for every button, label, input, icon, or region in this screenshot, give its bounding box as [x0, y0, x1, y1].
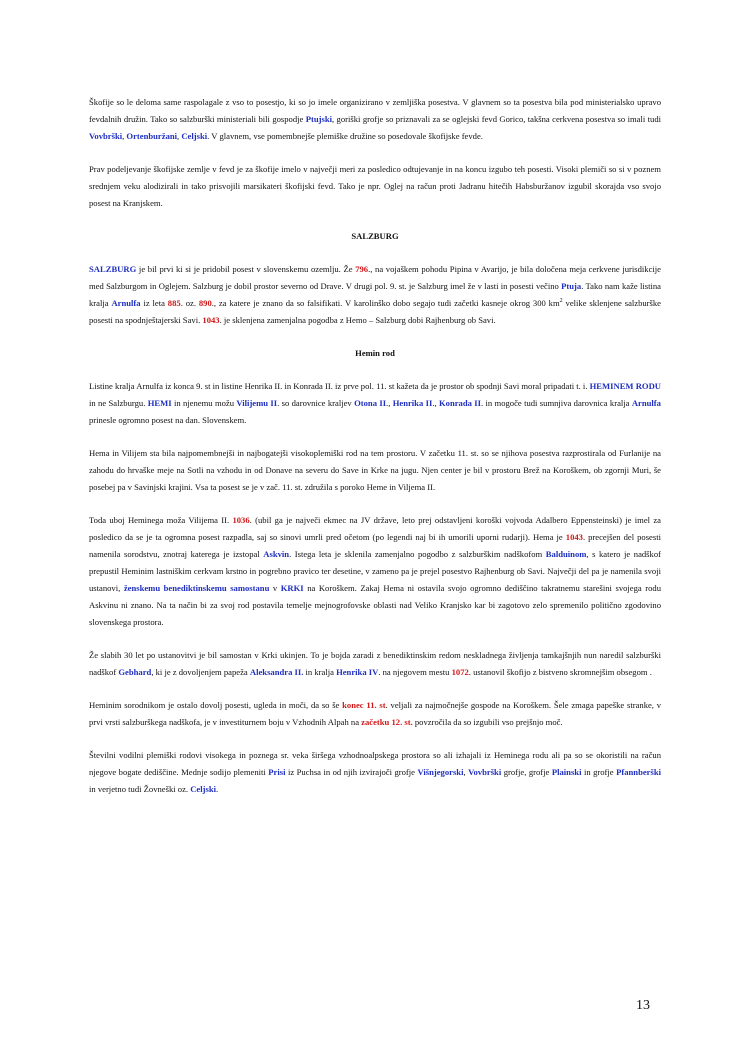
highlighted-term: 1036: [232, 515, 250, 525]
paragraph: [89, 747, 661, 798]
text-run: . (ubil ga je največi ekmec na JV države, leto prej odstavljeni koroški vojvoda Adalbero Eppensteinski) je imel za posledico da se je ta ogromna posest razpadla, saj so sinovi umrli pred očetom (po legendi naj bi ih umorili uporni rudarji). Hema je: [89, 515, 661, 542]
highlighted-term: Vovbrški: [468, 767, 502, 777]
highlighted-term: Otona II: [354, 398, 387, 408]
highlighted-term: Celjski: [181, 131, 208, 141]
text-run: Številni vodilni plemiški rodovi visokega in poznega sr. veka širšega vzhodnoalpskega prostora so ali izhajali iz Heminega rodu ali pa so se okoristili na račun njegove bogate dediščine. Mednje sodijo plemeniti: [89, 750, 661, 777]
text-run: . veljali za najmočnejše gospode na Koroškem. Šele zmaga papeške stranke, v prvi vrsti salzburškega nadškofa, je v investiturnem boju v Vzhodnih Alpah na: [89, 700, 662, 727]
paragraph: [89, 261, 661, 329]
highlighted-term: konec 11. st: [342, 700, 386, 710]
text-run: in kralja: [303, 667, 337, 677]
highlighted-term: 890: [198, 298, 212, 308]
highlighted-term: 1072: [451, 667, 469, 677]
highlighted-term: Ptujski: [305, 114, 333, 124]
text-run: ,: [177, 131, 182, 141]
text-run: v: [269, 583, 281, 593]
highlighted-term: Balduinom: [545, 549, 587, 559]
highlighted-term: Henrika II: [392, 398, 433, 408]
text-run: iz Puchsa in od njih izvirajoči grofje: [285, 767, 418, 777]
highlighted-term: 885: [167, 298, 181, 308]
paragraph: [89, 512, 661, 631]
paragraph: [89, 378, 661, 429]
paragraph: [89, 647, 661, 681]
text-run: , goriški grofje so priznavali za se oglejski fevd Gorico, takšna cerkvena posestva so imali tudi: [332, 114, 662, 124]
paragraph: [89, 161, 661, 212]
text-run: .: [215, 784, 219, 794]
text-run: Škofije so le deloma same raspolagale z vso to posestjo, ki so jo imele organizirano v zemljiška posestva. V glavnem so ta posestva bila pod ministerialsko upravo fevdalnih družin. Tako so salzburški ministeriali bili gospodje: [89, 97, 661, 124]
highlighted-term: Konrada II: [438, 398, 481, 408]
document-body: [89, 94, 661, 814]
highlighted-term: Vovbrški: [89, 131, 123, 141]
text-run: prinesle ogromno posest na dan. Slovenskem.: [89, 415, 247, 425]
text-run: . oz.: [180, 298, 199, 308]
paragraph: [89, 697, 661, 731]
highlighted-term: ženskemu benediktinskemu samostanu: [123, 583, 270, 593]
text-run: . V glavnem, vse pomembnejše plemiške družine so posedovale škofijske fevde.: [207, 131, 483, 141]
text-run: velike sklenjene salzburške posesti na spodnještajerski Savi.: [89, 298, 661, 325]
text-run: Prav podeljevanje škofijske zemlje v fevd je za škofije imelo v največji meri za posledico odtujevanje in na koncu izgubo teh posesti. Visoki plemiči so si v poznem srednjem veku alodizirali in tako prisvojili marsikateri škofijski fevd. Tako je npr. Oglej na račun proti Jadranu hitečih Habsburžanov izgubil skorajda vso svojo posest na Kranjskem.: [89, 164, 661, 208]
text-run: . je sklenjena zamenjalna pogodba z Hemo – Salzburg dobi Rajhenburg ob Savi.: [219, 315, 496, 325]
section-heading: [89, 345, 661, 362]
text-run: . ustanovil škofijo z bistveno skromnejšim obsegom .: [468, 667, 652, 677]
highlighted-term: Prisi: [268, 767, 286, 777]
text-run: Hemin rod: [355, 348, 395, 358]
text-run: SALZBURG: [351, 231, 399, 241]
section-heading: [89, 228, 661, 245]
highlighted-term: Ortenburžani: [126, 131, 178, 141]
text-run: 2: [559, 298, 563, 305]
highlighted-term: Henrika IV: [336, 667, 379, 677]
paragraph: [89, 94, 661, 145]
highlighted-term: Celjski: [190, 784, 216, 794]
text-run: grofje, grofje: [501, 767, 552, 777]
highlighted-term: KRKI: [280, 583, 304, 593]
highlighted-term: Arnulfa: [111, 298, 141, 308]
text-run: . Tako nam kaže listina kralja: [89, 281, 661, 308]
highlighted-term: SALZBURG: [89, 264, 137, 274]
text-run: na Koroškem. Zakaj Hema ni ostavila svojo ogromno dediščino takratnemu starešini svojega rodu Askvinu ni znano. Na ta način bi za svoj rod postavila temelje mejnogrofovske oblasti nad Veliko Kranjsko kar bi zagotovo zelo spremenilo politično zgodovino slovenskega prostora.: [89, 583, 662, 627]
text-run: ., za katere je znano da so falsifikati. V karolinško dobo segajo tudi začetki kasneje okrog 300 km: [211, 298, 560, 308]
highlighted-term: Askvin: [263, 549, 290, 559]
text-run: , s katero je nadškof prepustil Heminim lastniškim cerkvam krstno in pogrebno pravico ter desetine, v zameno pa je prejel posestvo Rajhenburg ob Savi. Največji del pa je namenila svoji ustanovi,: [89, 549, 661, 593]
text-run: . so darovnice kraljev: [277, 398, 355, 408]
text-run: Toda uboj Heminega moža Vilijema II.: [89, 515, 233, 525]
highlighted-term: 1043: [565, 532, 583, 542]
text-run: . Istega leta je sklenila zamenjalno pogodbo z salzburškim nadškofom: [289, 549, 546, 559]
text-run: . precejšen del posesti namenila sorodstvu, znotraj katerega je izstopal: [89, 532, 661, 559]
highlighted-term: HEMINEM RODU: [589, 381, 661, 391]
text-run: . na njegovem mestu: [378, 667, 452, 677]
text-run: ,: [463, 767, 469, 777]
text-run: , ki je z dovoljenjem papeža: [151, 667, 250, 677]
text-run: povzročila da so izgubili vso prejšnjo moč.: [412, 717, 563, 727]
text-run: Heminim sorodnikom je ostalo dovolj posesti, ugleda in moči, da so še: [89, 700, 343, 710]
page-number: 13: [636, 998, 650, 1013]
highlighted-term: 1043: [202, 315, 220, 325]
text-run: . in mogoče tudi sumnjiva darovnica kralja: [480, 398, 632, 408]
highlighted-term: Pfannberški: [616, 767, 661, 777]
text-run: in verjetno tudi Žovneški oz.: [89, 784, 191, 794]
text-run: ., na vojaškem pohodu Pipina v Avarijo, je bila določena meja cerkvene jurisdikcije med Salzburgom in Oglejem. Salzburg je dobil prostor severno od Drave. V drugi pol. 9. st. je Salzburg imel že v lasti in posesti večino: [89, 264, 661, 291]
paragraph: [89, 445, 661, 496]
text-run: in grofje: [581, 767, 617, 777]
highlighted-term: začetku 12. st.: [361, 717, 413, 727]
highlighted-term: Plainski: [551, 767, 582, 777]
highlighted-term: Ptuja: [561, 281, 582, 291]
highlighted-term: 796: [355, 264, 369, 274]
text-run: iz leta: [140, 298, 168, 308]
text-run: je bil prvi ki si je pridobil posest v slovenskemu ozemlju. Že: [136, 264, 356, 274]
text-run: .,: [386, 398, 393, 408]
highlighted-term: Višnjegorski: [417, 767, 464, 777]
text-run: ,: [122, 131, 127, 141]
text-run: Hema in Vilijem sta bila najpomembnejši in najbogatejši visokoplemiški rod na tem prostoru. V začetku 11. st. so se njihova posestva razprostirala od Furlanije na zahodu do hrvaške meje na Sotli na vzhodu in od Donave na severu do Save in Krke na jugu. Njen center je bil v prostoru Brež na Koroškem, ob zgornji Muri, še posebej pa v Savinjski krajini. Vsa ta posest se je v zač. 11. st. združila s poroko Heme in Viljema II.: [89, 448, 661, 492]
highlighted-term: HEMI: [147, 398, 172, 408]
text-run: .,: [432, 398, 439, 408]
highlighted-term: Gebhard: [118, 667, 152, 677]
text-run: in ne Salzburgu.: [89, 398, 148, 408]
highlighted-term: Arnulfa: [631, 398, 661, 408]
text-run: Listine kralja Arnulfa iz konca 9. st in listine Henrika II. in Konrada II. iz prve pol. 11. st kažeta da je prostor ob spodnji Savi moral pripadati t. i.: [89, 381, 590, 391]
highlighted-term: Aleksandra II.: [249, 667, 304, 677]
text-run: Že slabih 30 let po ustanovitvi je bil samostan v Krki ukinjen. To je bojda zaradi z benediktinskim redom neskladnega življenja tamkajšnjih nun naredil salzburški nadškof: [89, 650, 661, 677]
text-run: in njenemu možu: [171, 398, 237, 408]
highlighted-term: Vilijemu II: [236, 398, 278, 408]
